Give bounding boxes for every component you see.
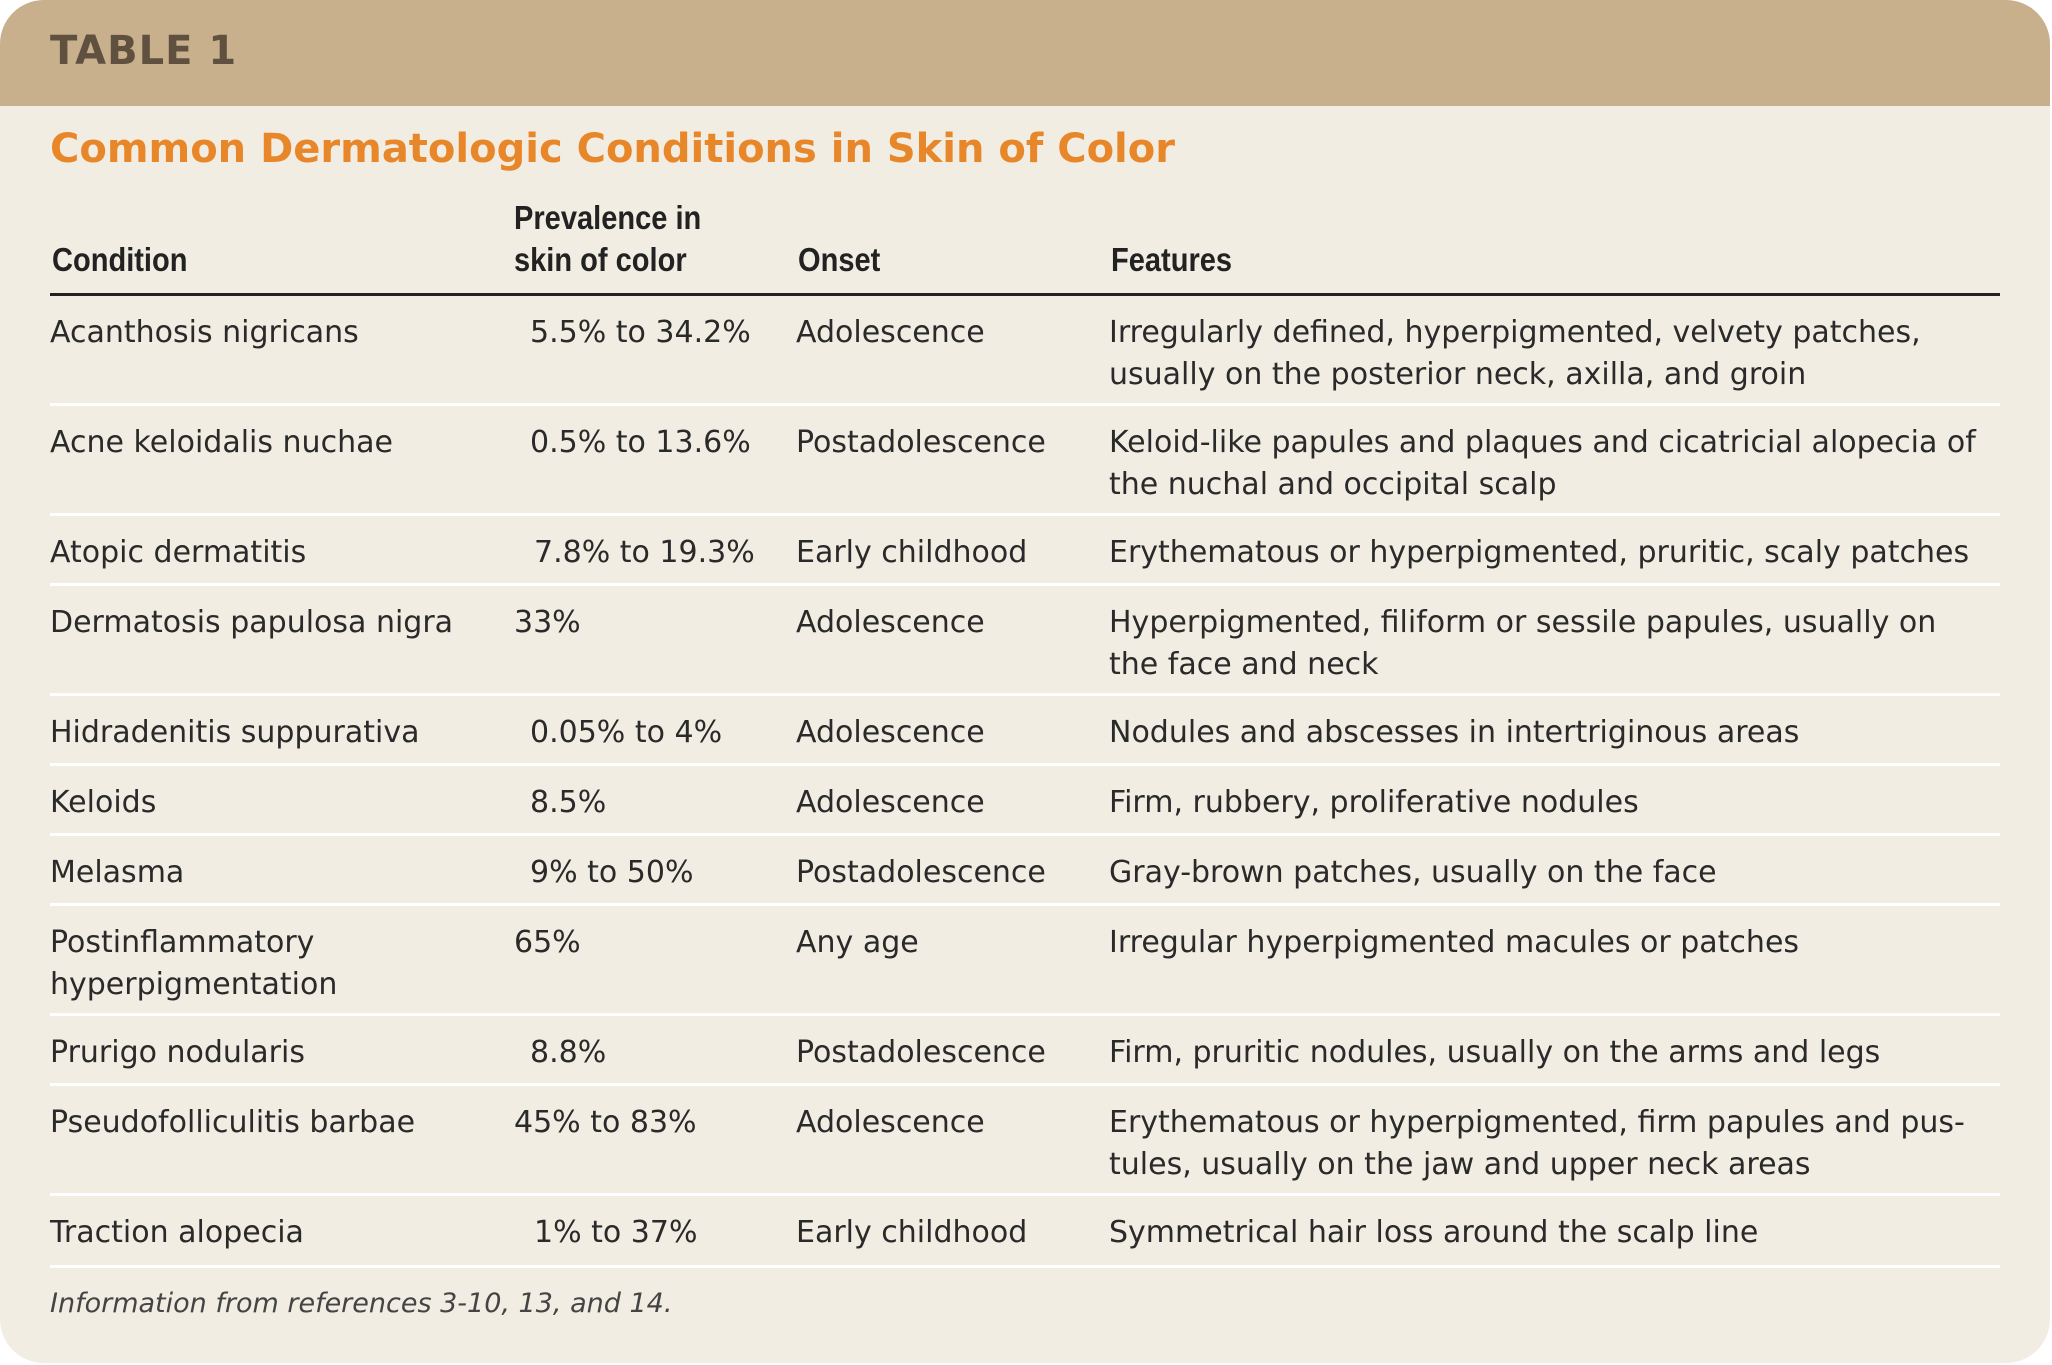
cell-condition bbox=[50, 312, 359, 354]
table-banner bbox=[0, 0, 2050, 106]
cell-prevalence: 0.05% to 4% bbox=[530, 715, 723, 750]
cell-condition bbox=[50, 852, 184, 894]
cell-features-line: tules, usually on the jaw and upper neck areas bbox=[1109, 1147, 1811, 1182]
table-row bbox=[50, 766, 2000, 836]
cell-features-line: usually on the posterior neck, axilla, and groin bbox=[1109, 357, 1807, 392]
cell-features bbox=[1109, 782, 1639, 824]
cell-prevalence: 7.8% to 19.3% bbox=[534, 535, 755, 570]
column-header-prevalence-line1: Prevalence in bbox=[514, 199, 702, 236]
cell-condition bbox=[50, 532, 306, 574]
cell-features-line: Firm, pruritic nodules, usually on the arms and legs bbox=[1109, 1035, 1881, 1070]
table-row bbox=[50, 1196, 2000, 1268]
cell-features-line: Firm, rubbery, proliferative nodules bbox=[1109, 785, 1639, 820]
cell-condition-line: Acanthosis nigricans bbox=[50, 315, 359, 350]
table-row bbox=[50, 906, 2000, 1016]
column-header-features: Features bbox=[1111, 241, 1233, 278]
cell-onset: Any age bbox=[796, 925, 919, 960]
cell-onset: Adolescence bbox=[796, 1105, 985, 1140]
cell-condition-line: Keloids bbox=[50, 785, 157, 820]
cell-prevalence: 0.5% to 13.6% bbox=[530, 425, 751, 460]
column-header-onset: Onset bbox=[798, 241, 881, 278]
cell-features bbox=[1109, 312, 1921, 396]
cell-prevalence: 45% to 83% bbox=[514, 1105, 697, 1140]
footnote: Information from references 3-10, 13, and 14. bbox=[50, 1288, 673, 1319]
cell-features-line: Gray-brown patches, usually on the face bbox=[1109, 855, 1717, 890]
cell-features-line: Keloid-like papules and plaques and cicatricial alopecia of bbox=[1109, 425, 1976, 460]
table-row bbox=[50, 406, 2000, 516]
cell-condition-line: Prurigo nodularis bbox=[50, 1035, 305, 1070]
cell-condition-line: Dermatosis papulosa nigra bbox=[50, 605, 454, 640]
cell-features-line: Hyperpigmented, filiform or sessile papules, usually on bbox=[1109, 605, 1937, 640]
cell-condition bbox=[50, 422, 393, 464]
cell-condition bbox=[50, 1102, 415, 1144]
table-title: Common Dermatologic Conditions in Skin of Color bbox=[50, 126, 1175, 172]
cell-features-line: the nuchal and occipital scalp bbox=[1109, 467, 1557, 502]
table-row bbox=[50, 1086, 2000, 1196]
cell-prevalence: 8.8% bbox=[530, 1035, 607, 1070]
cell-features bbox=[1109, 1102, 1965, 1186]
cell-features-line: Irregular hyperpigmented macules or patches bbox=[1109, 925, 1800, 960]
cell-features bbox=[1109, 922, 1799, 964]
cell-onset: Postadolescence bbox=[796, 855, 1046, 890]
cell-condition-line: Acne keloidalis nuchae bbox=[50, 425, 393, 460]
cell-condition bbox=[50, 1212, 304, 1254]
cell-features-line: Erythematous or hyperpigmented, firm papules and pus- bbox=[1109, 1105, 1965, 1140]
cell-prevalence: 65% bbox=[514, 925, 581, 960]
cell-condition bbox=[50, 782, 156, 824]
cell-prevalence: 33% bbox=[514, 605, 581, 640]
cell-prevalence: 5.5% to 34.2% bbox=[530, 315, 751, 350]
cell-condition bbox=[50, 602, 453, 644]
cell-onset: Adolescence bbox=[796, 785, 985, 820]
cell-condition bbox=[50, 922, 337, 1006]
cell-onset: Postadolescence bbox=[796, 425, 1046, 460]
cell-features bbox=[1109, 712, 1799, 754]
table-row bbox=[50, 296, 2000, 406]
cell-onset: Adolescence bbox=[796, 315, 985, 350]
table-number: TABLE 1 bbox=[50, 28, 238, 74]
cell-features bbox=[1109, 422, 1976, 506]
cell-condition-line: Traction alopecia bbox=[50, 1215, 304, 1250]
column-header-condition: Condition bbox=[52, 241, 188, 278]
cell-onset: Adolescence bbox=[796, 605, 985, 640]
table-row bbox=[50, 696, 2000, 766]
cell-prevalence: 1% to 37% bbox=[534, 1215, 698, 1250]
cell-features bbox=[1109, 602, 1936, 686]
cell-condition bbox=[50, 712, 419, 754]
cell-condition-line: Pseudofolliculitis barbae bbox=[50, 1105, 416, 1140]
cell-features bbox=[1109, 532, 1969, 574]
table-row bbox=[50, 836, 2000, 906]
cell-condition-line: Atopic dermatitis bbox=[50, 535, 307, 570]
cell-onset: Adolescence bbox=[796, 715, 985, 750]
cell-onset: Early childhood bbox=[796, 1215, 1028, 1250]
cell-features-line: Nodules and abscesses in intertriginous areas bbox=[1109, 715, 1800, 750]
cell-condition-line: hyperpigmentation bbox=[50, 967, 338, 1002]
cell-condition-line: Postinflammatory bbox=[50, 925, 315, 960]
cell-features bbox=[1109, 1212, 1758, 1254]
column-header-prevalence-line2: skin of color bbox=[514, 241, 687, 278]
cell-onset: Early childhood bbox=[796, 535, 1028, 570]
cell-features-line: Irregularly defined, hyperpigmented, velvety patches, bbox=[1109, 315, 1921, 350]
cell-features-line: the face and neck bbox=[1109, 647, 1379, 682]
cell-condition bbox=[50, 1032, 305, 1074]
cell-prevalence: 8.5% bbox=[530, 785, 607, 820]
cell-onset: Postadolescence bbox=[796, 1035, 1046, 1070]
table-row bbox=[50, 586, 2000, 696]
cell-condition-line: Melasma bbox=[50, 855, 185, 890]
cell-features bbox=[1109, 852, 1717, 894]
table-row bbox=[50, 1016, 2000, 1086]
cell-prevalence: 9% to 50% bbox=[530, 855, 694, 890]
table-row bbox=[50, 516, 2000, 586]
cell-features-line: Erythematous or hyperpigmented, pruritic, scaly patches bbox=[1109, 535, 1970, 570]
cell-features bbox=[1109, 1032, 1880, 1074]
cell-features-line: Symmetrical hair loss around the scalp line bbox=[1109, 1215, 1759, 1250]
cell-condition-line: Hidradenitis suppurativa bbox=[50, 715, 420, 750]
